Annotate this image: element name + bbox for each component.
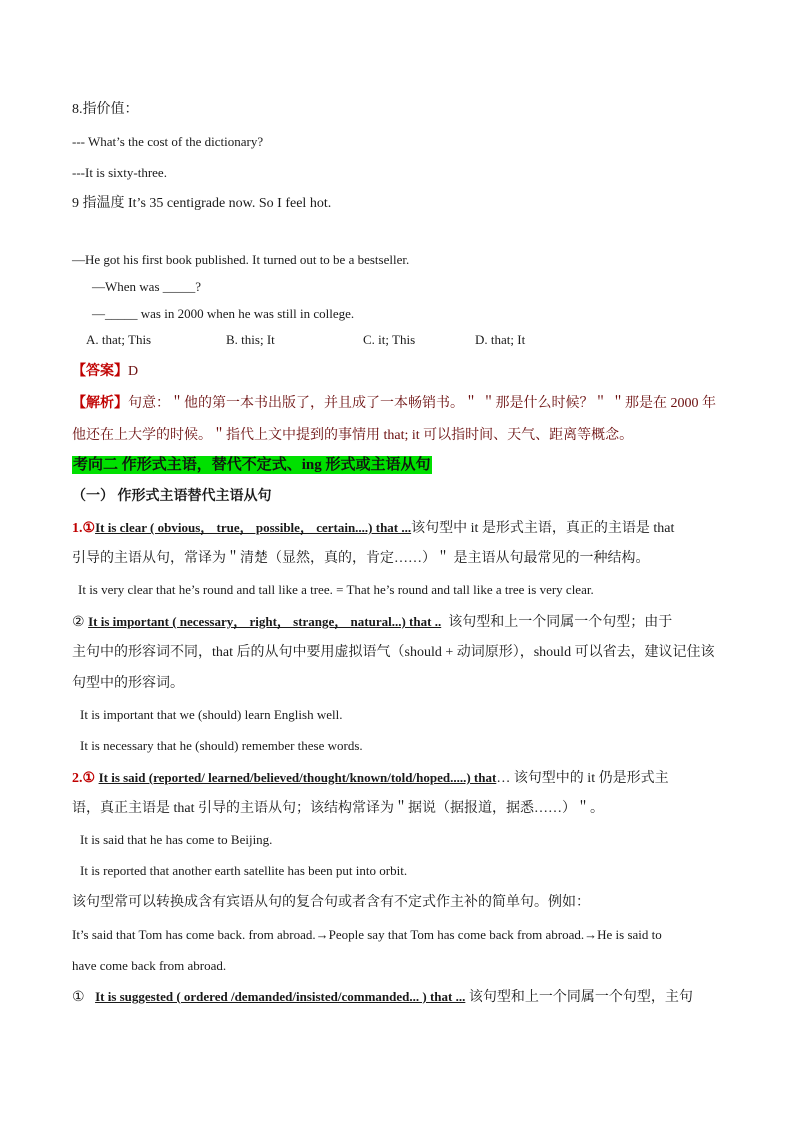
p6-number: ① [72,990,85,1005]
p3-line-2: 语，真正主语是 that 引导的主语从句；该结构常译为＂据说（据报道，据悉……）＂。 [72,801,604,816]
item-8-question: --- What’s the cost of the dictionary? [72,134,264,149]
p2-pattern: It is important ( necessary， right， strange， natural...) that .. [88,614,442,629]
exercise-line-1: —He got his first book published. It turned out to be a bestseller. [72,252,410,267]
p2-example-2: It is necessary that he (should) remember these words. [80,738,363,753]
item-9: 9 指温度 It’s 35 centigrade now. So I feel hot. [72,196,332,211]
p3-pattern: It is said (reported/ learned/believed/thought/known/told/hoped.....) that [98,770,497,785]
exercise-line-3: —_____ was in 2000 when he was still in college. [92,306,355,321]
option-d: D. that; It [475,332,526,347]
option-a: A. that; This [86,332,152,347]
p3-example-1: It is said that he has come to Beijing. [80,832,273,847]
option-c: C. it; This [363,332,416,347]
p2-number: ② [72,615,85,630]
p1-example: It is very clear that he’s round and tall like a tree. = That he’s round and tall like a tree is very clear. [78,582,594,597]
p6-pattern: It is suggested ( ordered /demanded/insisted/commanded... ) that ... [95,989,466,1004]
p2-example-1: It is important that we (should) learn English well. [80,707,343,722]
exercise-line-2: —When was _____? [92,279,202,294]
p3-line-1 [72,769,669,788]
section-heading [72,456,432,474]
p6-line-1 [72,988,693,1007]
answer-label: 【答案】 [72,364,128,379]
p6-rest: 该句型和上一个同属一个句型，主句 [468,990,693,1005]
p3-number: 2.① [72,771,96,786]
analysis-line-2: 他还在上大学的时候。＂指代上文中提到的事情用 that; it 可以指时间、天气、距离等概念。 [72,428,634,443]
subsection-heading: （一） 作形式主语替代主语从句 [72,489,272,504]
p2-line-1 [72,613,672,632]
p4-line: 该句型常可以转换成含有宾语从句的复合句或者含有不定式作主补的简单句。例如： [72,895,590,910]
p5-line-2: have come back from abroad. [72,958,227,973]
answer-line [72,363,138,381]
item-8-title: 8.指价值： [72,102,139,117]
p1-line-1 [72,519,674,538]
item-8-answer: ---It is sixty-three. [72,165,167,180]
analysis-line-1 [72,395,716,413]
p3-example-2: It is reported that another earth satellite has been put into orbit. [80,863,408,878]
p1-pattern: It is clear ( obvious， true， possible， certain....) that ... [95,520,412,535]
analysis-label: 【解析】 [72,396,128,411]
p1-number: 1.① [72,521,96,536]
section-heading-text: 考向二 作形式主语，替代不定式、ing 形式或主语从句 [73,457,431,473]
option-b: B. this; It [226,332,275,347]
answer-value: D [128,364,139,379]
p1-line-2: 引导的主语从句，常译为＂清楚（显然，真的，肯定……）＂ 是主语从句最常见的一种结构。 [72,551,650,566]
p2-rest: 该句型和上一个同属一个句型；由于 [448,615,673,630]
p1-rest: 该句型中 it 是形式主语，真正的主语是 that [411,521,675,536]
analysis-text-1: 句意：＂他的第一本书出版了，并且成了一本畅销书。＂ ＂那是什么时候？＂ ＂那是在 2000 年 [128,396,716,411]
p2-line-3: 句型中的形容词。 [72,676,184,691]
p3-rest: … 该句型中的 it 仍是形式主 [496,771,669,786]
p5-line-1: It’s said that Tom has come back. from abroad.→People say that Tom has come back from abroad.→He is said to [72,927,662,942]
p2-line-2: 主句中的形容词不同，that 后的从句中要用虚拟语气（should + 动词原形），should 可以省去，建议记住该 [72,645,715,660]
